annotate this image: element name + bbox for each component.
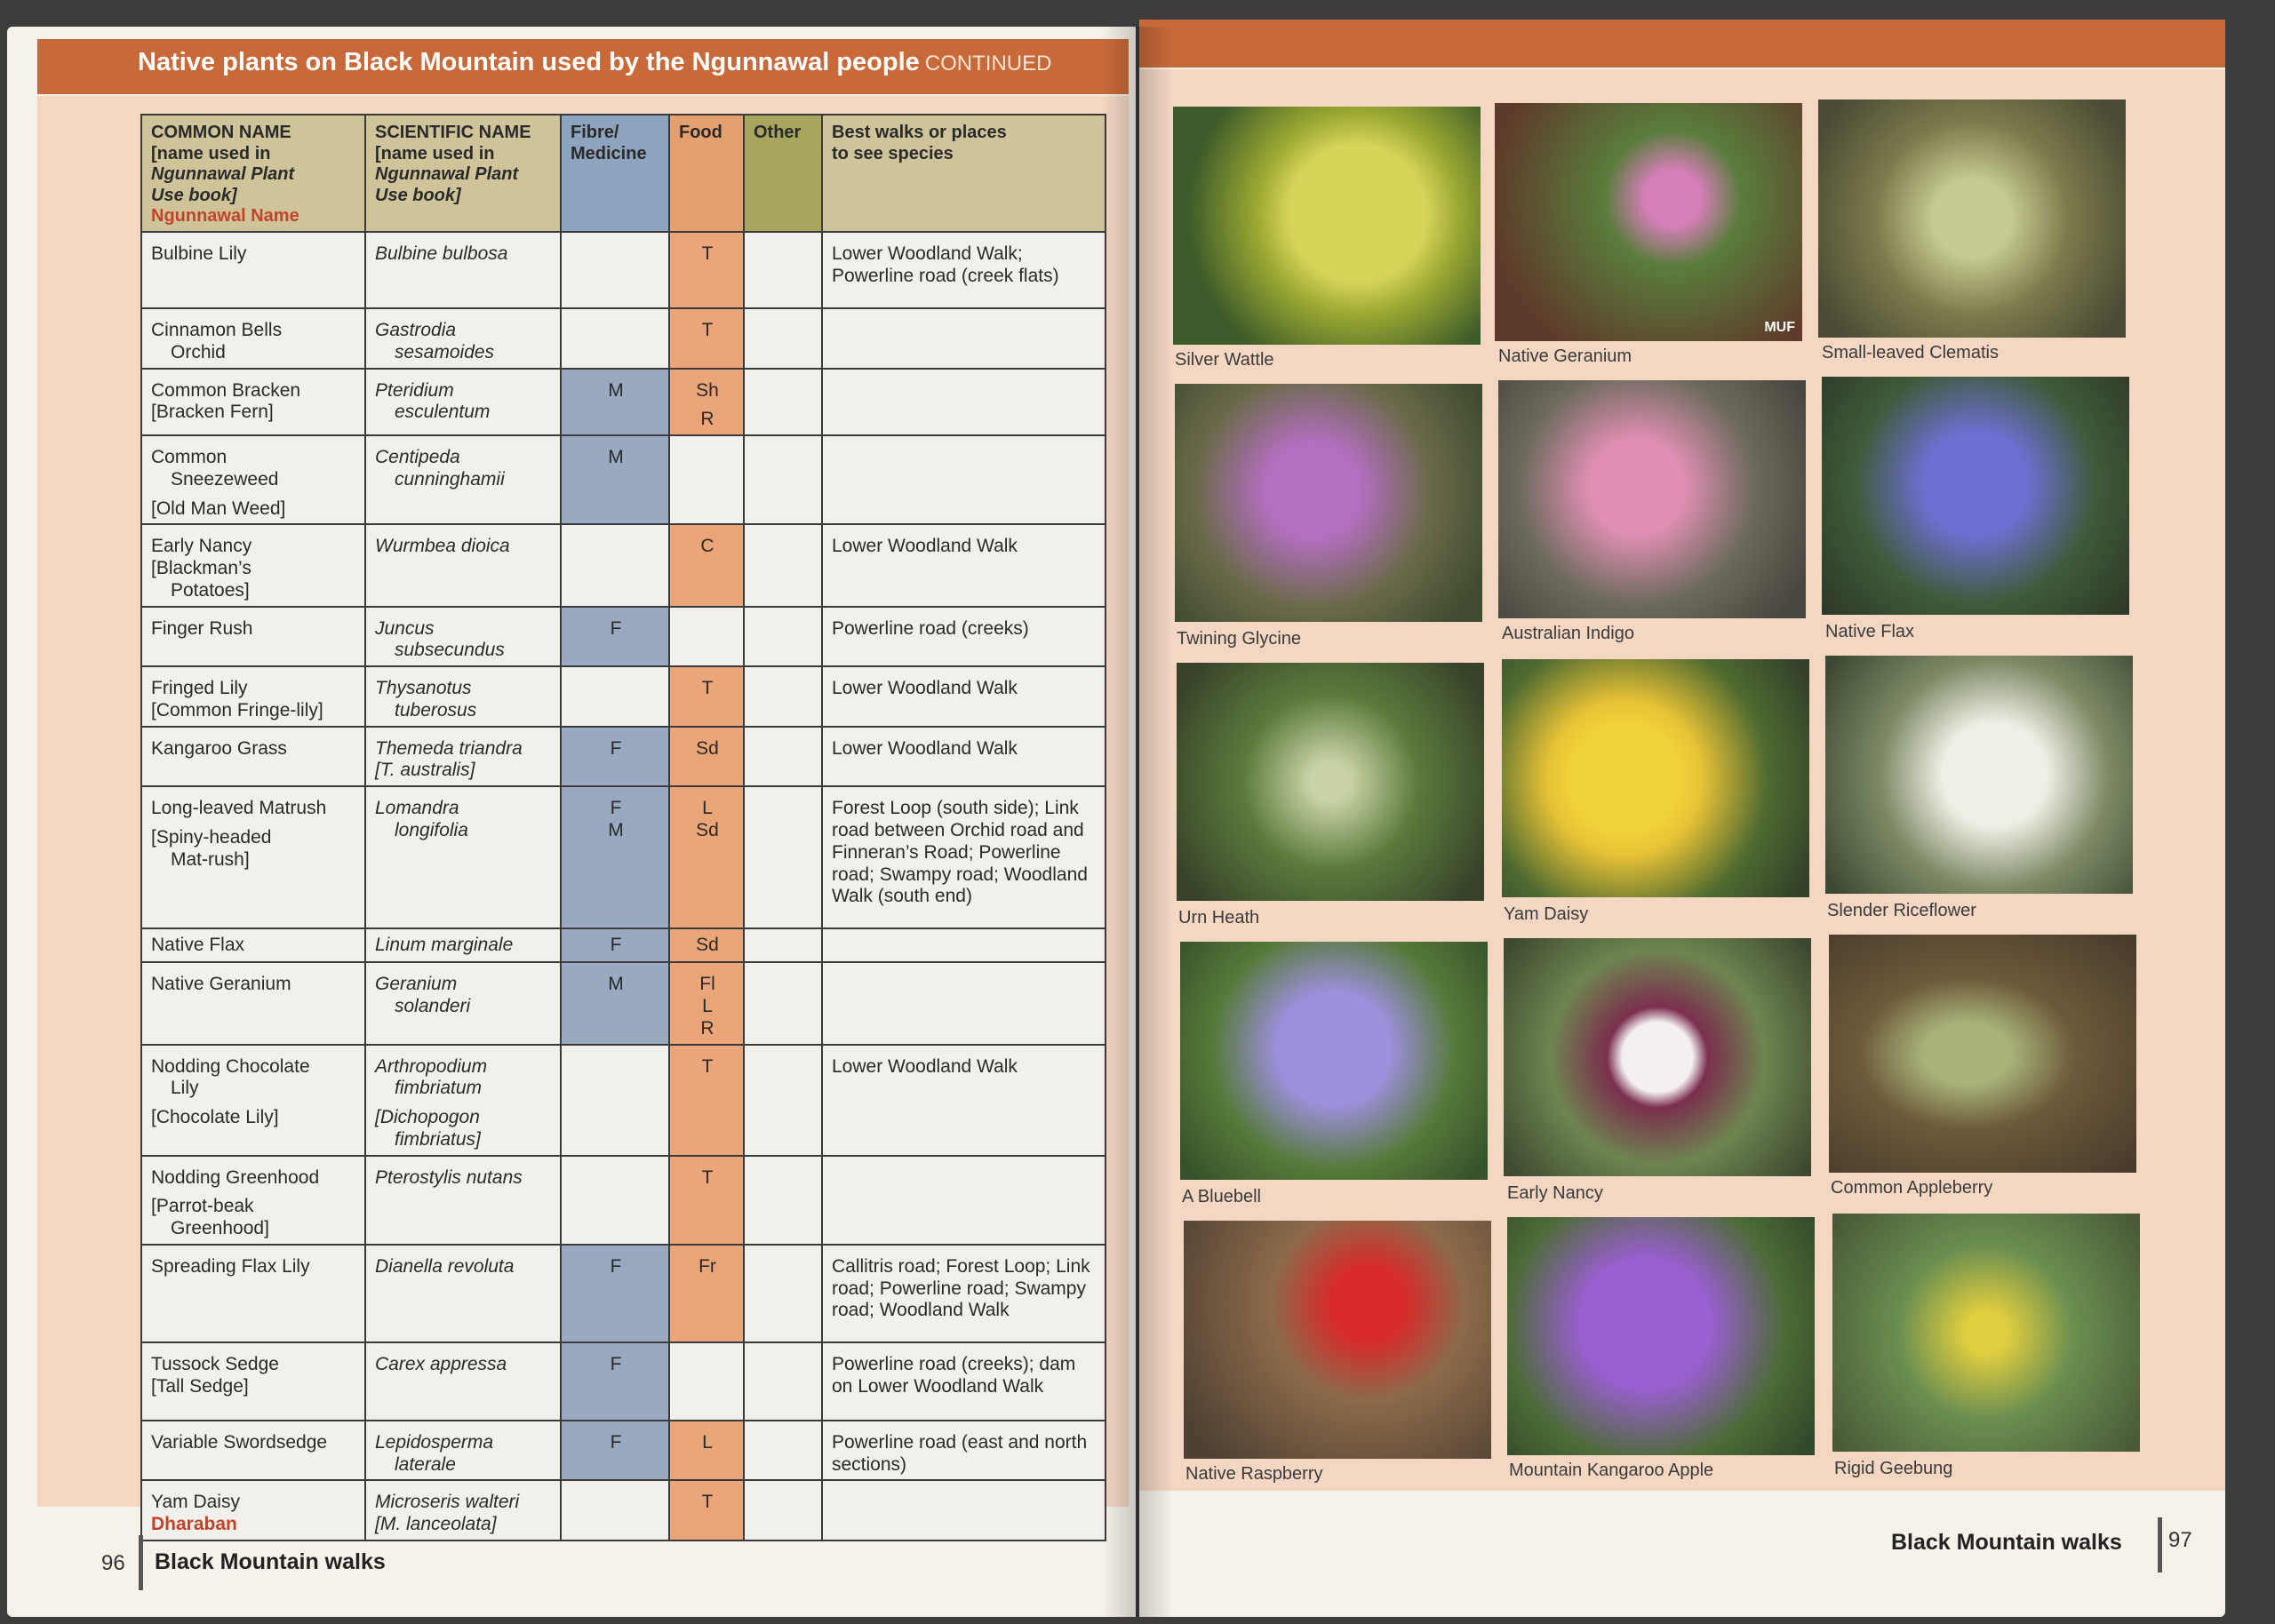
photo-native-geranium [1495,103,1802,341]
caption-australian-indigo: Australian Indigo [1502,624,1634,643]
walks-cell [822,1156,1106,1245]
caption-native-flax: Native Flax [1825,622,1915,641]
banner-continued: CONTINUED [924,52,1052,76]
food-cell: Sd [669,928,744,962]
caption-twining-glycine: Twining Glycine [1177,629,1302,649]
fibre-cell [561,666,669,727]
scientific-name: Pterostylis nutans [375,1166,523,1188]
fibre-code: M [608,820,624,841]
photo-slender-riceflower [1825,656,2133,894]
food-cell [669,435,744,524]
walks-cell [822,369,1106,436]
scientific-name-cell [365,1421,561,1481]
scientific-name: Carex appressa [375,1353,507,1374]
common-name: Native Flax [151,935,245,956]
walks-cell [822,1480,1106,1540]
common-name: Tussock Sedge [151,1353,279,1374]
common-name-cont: Mat-rush] [171,848,250,870]
photo-silver-wattle [1173,107,1481,345]
common-name-alt: [Parrot-beak [151,1196,254,1217]
footer-divider-right [2158,1517,2162,1572]
scientific-name-cont: laterale [395,1453,456,1475]
food-code: R [700,1017,714,1039]
other-cell [744,962,822,1044]
food-cell: T [669,1045,744,1156]
common-name: Spreading Flax Lily [151,1255,310,1277]
fibre-cell [561,232,669,308]
photo-early-nancy [1504,938,1811,1176]
caption-a-bluebell: A Bluebell [1182,1187,1261,1206]
photo-native-flax [1822,377,2129,615]
table-row [141,928,1106,962]
caption-yam-daisy: Yam Daisy [1504,904,1589,924]
scientific-name: Gastrodia [375,320,457,340]
common-name-cell [141,962,365,1044]
common-name: Cinnamon Bells [151,320,283,340]
scientific-name-cell [365,1480,561,1540]
common-name: Kangaroo Grass [151,737,287,759]
scientific-name: Dianella revoluta [375,1255,515,1277]
common-name-cont: Lily [171,1078,199,1099]
common-name: Variable Swordsedge [151,1431,328,1453]
food-code: R [700,409,714,430]
scientific-name: Wurmbea dioica [375,536,510,557]
header-food: Food [669,115,744,232]
other-cell [744,727,822,787]
caption-native-geranium: Native Geranium [1498,346,1632,366]
header-common-l1: COMMON NAME [151,123,291,142]
food-cell: Fr [669,1245,744,1342]
scientific-name-cont: esculentum [395,402,491,423]
photo-australian-indigo [1498,380,1806,618]
caption-silver-wattle: Silver Wattle [1175,350,1274,370]
food-cell: T [669,666,744,727]
footer-title-left: Black Mountain walks [155,1549,386,1574]
common-name-alt: [Bracken Fern] [151,402,274,423]
common-name: Fringed Lily [151,678,248,699]
scientific-name-alt: [Dichopogon [375,1107,480,1128]
scientific-name-alt-cont: fimbriatus] [395,1128,481,1150]
photo-urn-heath [1177,663,1484,901]
header-common-l3: Ngunnawal Plant [151,164,295,185]
header-other: Other [744,115,822,232]
fibre-cell [561,308,669,369]
table-row [141,1156,1106,1245]
scientific-name-cell [365,232,561,308]
scientific-name-cont: solanderi [395,996,471,1017]
common-name: Nodding Chocolate [151,1055,310,1077]
fibre-code: F [610,798,622,819]
scientific-name-cell [365,308,561,369]
fibre-cell [561,1045,669,1156]
food-code: Sh [696,379,719,401]
footer-divider-left [139,1535,143,1590]
common-name-cont: Orchid [171,341,226,362]
scientific-name-cell [365,727,561,787]
header-common-l2: [name used in [151,143,271,163]
common-name-alt: [Tall Sedge] [151,1375,249,1397]
other-cell [744,524,822,606]
common-name-cont: Greenhood] [171,1218,269,1239]
other-cell [744,786,822,928]
common-name-cell [141,1421,365,1481]
header-sci-l1: SCIENTIFIC NAME [375,123,531,142]
common-name: Common Bracken [151,379,301,401]
fibre-cell: F [561,1245,669,1342]
scientific-name-cell [365,524,561,606]
table-header-row [141,115,1106,232]
common-name-alt: [Spiny-headed [151,827,272,848]
scientific-name: Lepidosperma [375,1431,494,1453]
header-best-walks [822,115,1106,232]
header-fibre-l2: Medicine [571,143,647,163]
scientific-name-cell [365,928,561,962]
scientific-name-cont: fimbriatum [395,1078,483,1099]
food-cell: L [669,1421,744,1481]
other-cell [744,308,822,369]
caption-early-nancy: Early Nancy [1507,1183,1603,1203]
other-cell [744,607,822,667]
scientific-name: Geranium [375,974,458,995]
common-name-cell [141,1156,365,1245]
banner-title-text: Native plants on Black Mountain used by the Ngunnawal people [138,48,920,76]
fibre-cell: F [561,727,669,787]
table-row [141,524,1106,606]
walks-cell: Powerline road (creeks) [822,607,1106,667]
table-row [141,1480,1106,1540]
common-name-cell [141,524,365,606]
scientific-name-cell [365,1342,561,1421]
header-walks-l2: to see species [832,143,954,163]
header-common-name [141,115,365,232]
scientific-name: Juncus [375,617,435,639]
header-fibre-medicine [561,115,669,232]
header-fibre-l1: Fibre/ [571,123,619,142]
common-name-alt: [Blackman’s [151,558,251,579]
common-name: Yam Daisy [151,1492,240,1513]
other-cell [744,1245,822,1342]
common-name-cell [141,666,365,727]
walks-cell: Lower Woodland Walk [822,727,1106,787]
food-cell [669,786,744,928]
food-cell [669,1342,744,1421]
scientific-name: Bulbine bulbosa [375,243,508,264]
table-row [141,727,1106,787]
caption-mountain-kangaroo-apple: Mountain Kangaroo Apple [1509,1461,1714,1480]
common-name-alt: [Old Man Weed] [151,498,286,519]
fibre-cell: M [561,369,669,436]
scientific-name-cell [365,1045,561,1156]
food-cell: C [669,524,744,606]
scientific-name-cell [365,1156,561,1245]
food-cell: T [669,232,744,308]
walks-cell: Callitris road; Forest Loop; Link road; Powerline road; Swampy road; Woodland Walk [822,1245,1106,1342]
footer-title-right: Black Mountain walks [1891,1530,2122,1555]
common-name-cont: Sneezeweed [171,468,279,490]
fibre-cell [561,1480,669,1540]
fibre-cell: F [561,607,669,667]
common-name: Native Geranium [151,974,291,995]
food-cell: Sd [669,727,744,787]
fibre-cell: M [561,962,669,1044]
header-walks-l1: Best walks or places [832,123,1007,142]
scientific-name: Centipeda [375,447,460,468]
page-number-right: 97 [2168,1528,2192,1552]
walks-cell [822,962,1106,1044]
food-cell [669,962,744,1044]
table-row [141,308,1106,369]
food-code: L [702,996,713,1017]
common-name-cell [141,308,365,369]
common-name-alt: [Common Fringe-lily] [151,699,323,720]
common-name-cell [141,928,365,962]
scientific-name-cell [365,1245,561,1342]
walks-cell: Lower Woodland Walk; Powerline road (creek flats) [822,232,1106,308]
header-ngunnawal-name: Ngunnawal Name [151,206,299,227]
banner-title [138,48,1051,77]
common-name: Long-leaved Matrush [151,798,327,819]
common-name-cell [141,1245,365,1342]
header-scientific-name [365,115,561,232]
common-name: Nodding Greenhood [151,1166,320,1188]
fibre-cell [561,1156,669,1245]
common-name-cell [141,232,365,308]
walks-cell: Forest Loop (south side); Link road between Orchid road and Finneran’s Road; Powerline road; Swampy road; Woodland Walk (south end) [822,786,1106,928]
photo-mountain-kangaroo-apple [1507,1217,1815,1455]
scientific-name: Thysanotus [375,678,472,699]
scientific-name-alt: [T. australis] [375,760,475,781]
caption-native-raspberry: Native Raspberry [1185,1464,1323,1484]
other-cell [744,666,822,727]
table-row [141,435,1106,524]
table-row [141,1245,1106,1342]
walks-cell [822,308,1106,369]
scientific-name-cell [365,666,561,727]
common-name-cell [141,435,365,524]
walks-cell: Powerline road (east and north sections) [822,1421,1106,1481]
common-name-cell [141,1480,365,1540]
table-row [141,232,1106,308]
food-cell [669,369,744,436]
fibre-cell: F [561,928,669,962]
table-body [141,232,1106,1540]
food-cell: T [669,1156,744,1245]
other-cell [744,435,822,524]
walks-cell [822,928,1106,962]
scientific-name: Arthropodium [375,1055,488,1077]
scientific-name-cell [365,435,561,524]
walks-cell: Lower Woodland Walk [822,666,1106,727]
food-code: L [702,798,713,819]
scientific-name-cell [365,786,561,928]
other-cell [744,1045,822,1156]
food-cell: T [669,1480,744,1540]
caption-urn-heath: Urn Heath [1178,908,1260,927]
header-sci-l3: Ngunnawal Plant [375,164,519,185]
other-cell [744,232,822,308]
common-name: Finger Rush [151,617,253,639]
table-row [141,1045,1106,1156]
scientific-name-cont: longifolia [395,820,468,841]
food-cell [669,607,744,667]
food-code: Fl [699,974,715,995]
scientific-name-cont: subsecundus [395,640,505,661]
table-row [141,1342,1106,1421]
common-name-cell [141,1045,365,1156]
scientific-name: Microseris walteri [375,1492,520,1513]
table-row [141,369,1106,436]
photo-small-leaved-clematis [1818,100,2126,338]
walks-cell: Powerline road (creeks); dam on Lower Woodland Walk [822,1342,1106,1421]
right-banner-bar [1139,20,2225,68]
common-name-cell [141,607,365,667]
caption-rigid-geebung: Rigid Geebung [1834,1459,1953,1478]
photo-twining-glycine [1175,384,1482,622]
header-common-l4: Use book] [151,185,237,205]
photo-a-bluebell [1180,942,1488,1180]
scientific-name-cont: sesamoides [395,341,495,362]
photo-yam-daisy [1502,659,1809,897]
ngunnawal-name: Dharaban [151,1514,237,1535]
other-cell [744,369,822,436]
scientific-name-cell [365,962,561,1044]
caption-common-appleberry: Common Appleberry [1831,1178,1993,1198]
common-name-cell [141,727,365,787]
scientific-name-cont: tuberosus [395,699,477,720]
table-row [141,666,1106,727]
food-code: Sd [696,820,719,841]
walks-cell [822,435,1106,524]
photo-common-appleberry [1829,935,2136,1173]
header-sci-l4: Use book] [375,185,461,205]
other-cell [744,928,822,962]
food-cell: T [669,308,744,369]
common-name-cell [141,369,365,436]
scientific-name-cont: cunninghamii [395,468,505,490]
fibre-cell [561,524,669,606]
scientific-name: Lomandra [375,798,459,819]
photo-rigid-geebung [1832,1214,2140,1452]
common-name-cell [141,1342,365,1421]
common-name: Bulbine Lily [151,243,247,264]
plant-table [140,114,1106,1541]
other-cell [744,1480,822,1540]
common-name-alt: [Chocolate Lily] [151,1107,279,1128]
common-name: Early Nancy [151,536,252,557]
table-row [141,786,1106,928]
scientific-name-cell [365,607,561,667]
photo-credit: MUF [1764,320,1795,335]
scientific-name-alt: [M. lanceolata] [375,1514,497,1535]
scientific-name: Linum marginale [375,935,514,956]
photo-native-raspberry [1184,1221,1491,1459]
scientific-name-cell [365,369,561,436]
header-sci-l2: [name used in [375,143,495,163]
common-name-cont: Potatoes] [171,579,250,601]
other-cell [744,1421,822,1481]
scientific-name: Pteridium [375,379,454,401]
fibre-cell: M [561,435,669,524]
fibre-cell: F [561,1342,669,1421]
other-cell [744,1342,822,1421]
caption-slender-riceflower: Slender Riceflower [1827,901,1976,920]
common-name-cell [141,786,365,928]
page-number-left: 96 [101,1551,125,1575]
common-name: Common [151,447,228,468]
table-row [141,962,1106,1044]
table-row [141,607,1106,667]
scientific-name: Themeda triandra [375,737,523,759]
fibre-cell: F [561,1421,669,1481]
other-cell [744,1156,822,1245]
caption-small-leaved-clematis: Small-leaved Clematis [1822,343,1999,362]
walks-cell: Lower Woodland Walk [822,1045,1106,1156]
table-row [141,1421,1106,1481]
fibre-cell [561,786,669,928]
walks-cell: Lower Woodland Walk [822,524,1106,606]
